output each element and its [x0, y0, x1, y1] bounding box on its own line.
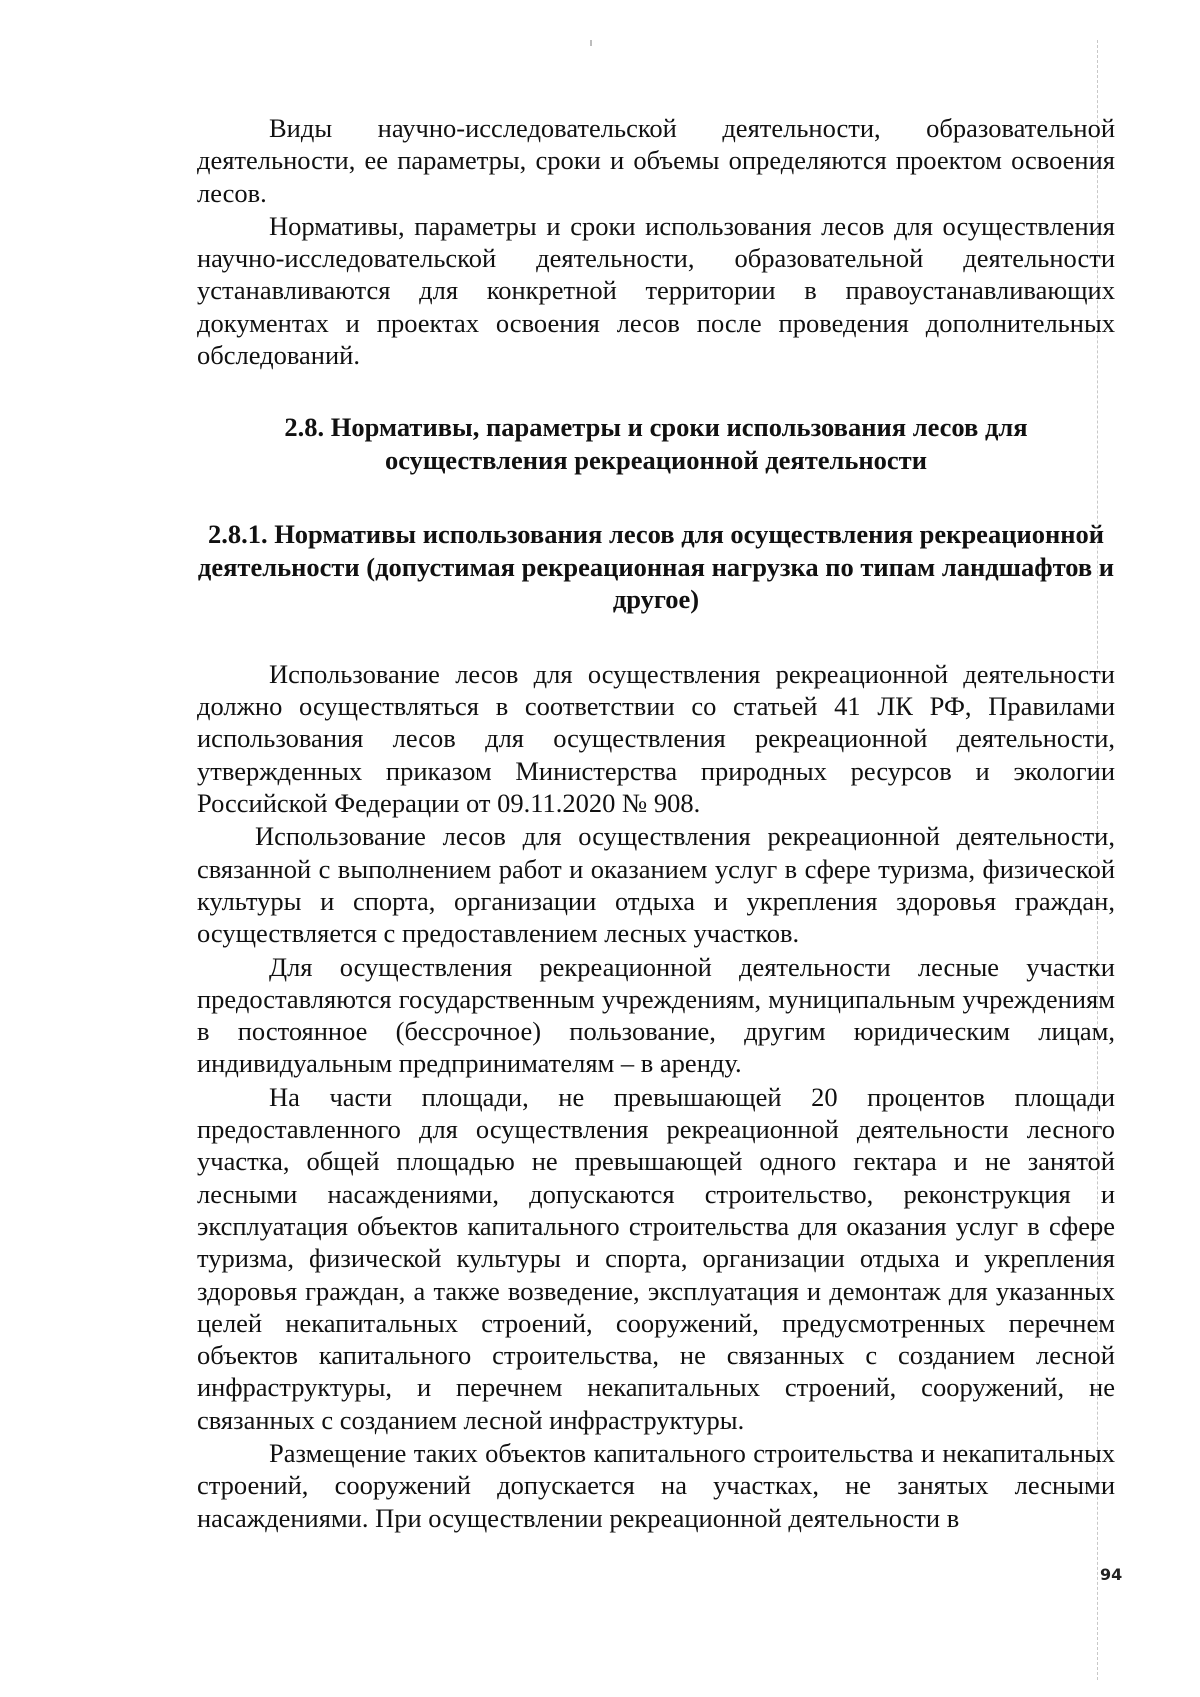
subsection-heading: 2.8.1. Нормативы использования лесов для осуществления рекреационной деятельности (допустимая рекреационная нагрузка по типам ландшафтов и другое) — [197, 519, 1115, 615]
scan-mark — [590, 40, 592, 46]
paragraph-body-1: Использование лесов для осуществления рекреационной деятельности должно осуществляться в соответствии со статьей 41 ЛК РФ, Правилами использования лесов для осуществления рекреационной деятельности, утвержденных приказом Министерства природных ресурсов и экологии Российской Федерации от 09.11.2020 № 908. — [197, 658, 1115, 819]
paragraph-intro-2: Нормативы, параметры и сроки использования лесов для осуществления научно-исследовательской деятельности, образовательной деятельности устанавливаются для конкретной территории в правоустанавливающих документах и проектах освоения лесов после проведения дополнительных обследований. — [197, 210, 1115, 371]
paragraph-body-5: Размещение таких объектов капитального строительства и некапитальных строений, сооружений допускается на участках, не занятых лесными насаждениями. При осуществлении рекреационной деятельности в — [197, 1438, 1115, 1533]
document-page — [197, 112, 1115, 1534]
paragraph-body-2: Использование лесов для осуществления рекреационной деятельности, связанной с выполнением работ и оказанием услуг в сфере туризма, физической культуры и спорта, организации отдыха и укрепления здоровья граждан, осуществляется с предоставлением лесных участков. — [197, 821, 1115, 949]
paragraph-body-4: На части площади, не превышающей 20 процентов площади предоставленного для осуществления рекреационной деятельности лесного участка, общей площадью не превышающей одного гектара и не занятой лесными насаждениями, допускаются строительство, реконструкция и эксплуатация объектов капитального строительства для оказания услуг в сфере туризма, физической культуры и спорта, организации отдыха и укрепления здоровья граждан, а также возведение, эксплуатация и демонтаж для указанных целей некапитальных строений, сооружений, предусмотренных перечнем объектов капитального строительства, не связанных с созданием лесной инфраструктуры, и перечнем некапитальных строений, сооружений, не связанных с созданием лесной инфраструктуры. — [197, 1081, 1115, 1435]
paragraph-body-3: Для осуществления рекреационной деятельности лесные участки предоставляются государственным учреждениям, муниципальным учреждениям в постоянное (бессрочное) пользование, другим юридическим лицам, индивидуальным предпринимателям – в аренду. — [197, 951, 1115, 1079]
paragraph-intro-1: Виды научно-исследовательской деятельности, образовательной деятельности, ее параметры, сроки и объемы определяются проектом освоения лесов. — [197, 113, 1115, 208]
page-number: 94 — [1100, 1565, 1123, 1584]
section-heading: 2.8. Нормативы, параметры и сроки использования лесов для осуществления рекреационной деятельности — [284, 412, 1028, 475]
